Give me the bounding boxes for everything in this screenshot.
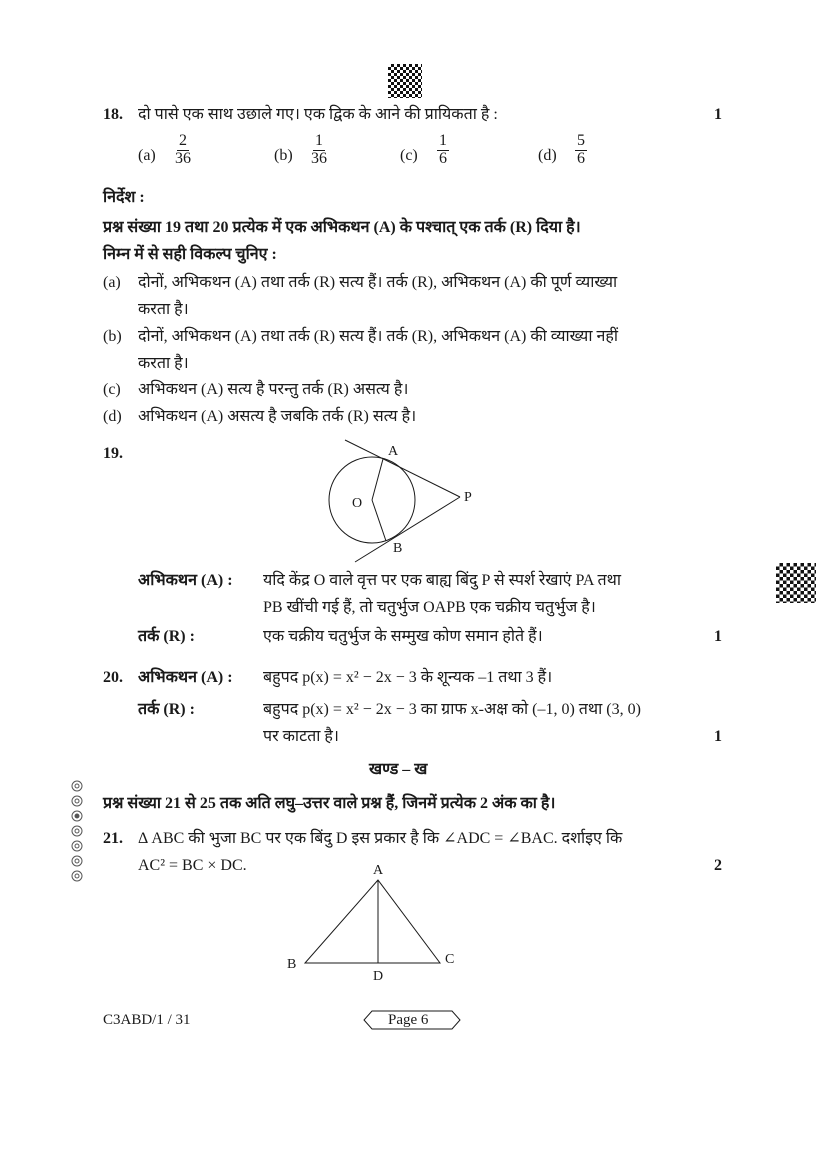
question-text: AC² = BC × DC. [138,857,247,874]
option-label: (d) [103,408,122,425]
option-text: दोनों, अभिकथन (A) तथा तर्क (R) सत्य हैं। तर्क (R), अभिकथन (A) की पूर्ण व्याख्या [138,274,618,291]
marks: 1 [714,628,722,645]
assertion-text: बहुपद p(x) = x² − 2x − 3 के शून्यक –1 तथा 3 हैं। [263,669,553,686]
option-fraction: $\frac{5}{6}$ [577,132,585,167]
point-label-a: A [373,863,384,878]
point-label-b: B [393,541,403,556]
reason-label: तर्क (R) : [138,701,195,718]
point-label-o: O [352,496,363,511]
option-label: (d) [538,147,557,164]
option-fraction: $\frac{1}{36}$ [311,132,327,167]
option-fraction: $\frac{1}{6}$ [439,132,447,167]
marks: 2 [714,857,722,874]
option-text: करता है। [138,301,189,318]
page-number: Page 6 [388,1012,429,1028]
marks: 1 [714,106,722,123]
point-label-d: D [373,969,384,984]
point-label-c: C [445,952,455,967]
question-number: 18. [103,106,123,123]
marks: 1 [714,728,722,745]
section-title: खण्ड – ख [369,761,428,778]
option-label: (c) [400,147,418,164]
question-text: Δ ABC की भुजा BC पर एक बिंदु D इस प्रकार है कि ∠ADC = ∠BAC. दर्शाइए कि [138,830,623,847]
option-text: करता है। [138,355,189,372]
option-label: (a) [138,147,156,164]
point-label-a: A [388,444,399,459]
question-number: 19. [103,445,123,462]
reason-text: पर काटता है। [263,728,339,745]
question-text: दो पासे एक साथ उछाले गए। एक द्विक के आने की प्रायिकता है : [138,106,498,123]
point-label-b: B [287,957,297,972]
triangle-figure [305,880,440,963]
reason-label: तर्क (R) : [138,628,195,645]
reason-text: बहुपद p(x) = x² − 2x − 3 का ग्राफ x-अक्ष को (–1, 0) तथा (3, 0) [263,701,641,718]
reason-text: एक चक्रीय चतुर्भुज के सम्मुख कोण समान होते हैं। [263,628,543,645]
option-text: अभिकथन (A) सत्य है परन्तु तर्क (R) असत्य है। [138,381,409,398]
assertion-text: यदि केंद्र O वाले वृत्त पर एक बाह्य बिंदु P से स्पर्श रेखाएं PA तथा [263,572,622,589]
point-label-p: P [464,490,472,505]
assertion-label: अभिकथन (A) : [138,572,233,589]
side-spirals [72,781,82,881]
option-label: (c) [103,381,121,398]
assertion-label: अभिकथन (A) : [138,669,233,686]
option-label: (a) [103,274,121,291]
option-fraction: $\frac{2}{36}$ [175,132,191,167]
option-text: अभिकथन (A) असत्य है जबकि तर्क (R) सत्य है। [138,408,417,425]
section-instruction: प्रश्न संख्या 21 से 25 तक अति लघु–उत्तर वाले प्रश्न हैं, जिनमें प्रत्येक 2 अंक का है। [103,795,556,812]
directions-text: प्रश्न संख्या 19 तथा 20 प्रत्येक में एक अभिकथन (A) के पश्चात् एक तर्क (R) दिया है। [103,219,581,236]
paper-code: C3ABD/1 / 31 [103,1012,191,1028]
question-number: 20. [103,669,123,686]
option-label: (b) [274,147,293,164]
option-label: (b) [103,328,122,345]
directions-text: निम्न में से सही विकल्प चुनिए : [103,246,277,263]
directions-heading: निर्देश : [103,189,145,206]
question-number: 21. [103,830,123,847]
option-text: दोनों, अभिकथन (A) तथा तर्क (R) सत्य हैं। तर्क (R), अभिकथन (A) की व्याख्या नहीं [138,328,618,345]
assertion-text: PB खींची गई हैं, तो चतुर्भुज OAPB एक चक्रीय चतुर्भुज है। [263,599,596,616]
